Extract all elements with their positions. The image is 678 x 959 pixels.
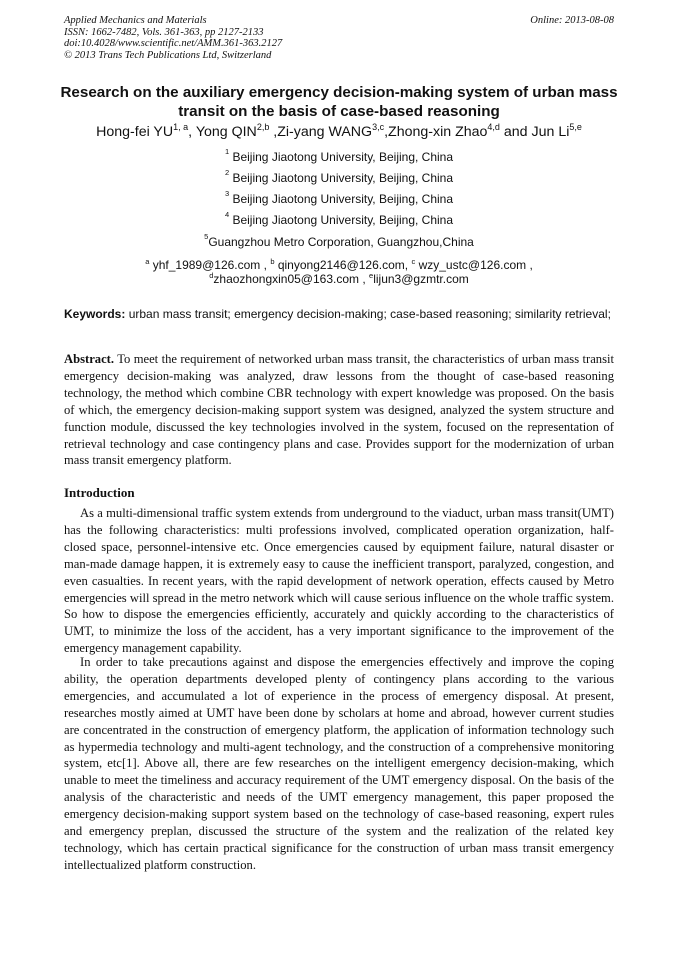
author-sup: 1, a bbox=[173, 122, 189, 132]
section-heading: Introduction bbox=[64, 485, 135, 500]
issn: ISSN: 1662-7482, Vols. 361-363, pp 2127-2133 bbox=[64, 26, 264, 38]
affiliation bbox=[60, 168, 618, 185]
author-name: Yong QIN bbox=[195, 124, 257, 140]
author-name: Zhong-xin Zhao bbox=[388, 124, 488, 140]
email-sup: d bbox=[209, 271, 214, 280]
author-sep: , bbox=[188, 124, 196, 140]
email-link[interactable]: lijun3@gzmtr.com bbox=[373, 272, 469, 286]
affiliation-sup: 1 bbox=[224, 147, 230, 156]
body-paragraph: As a multi-dimensional traffic system extends from underground to the viaduct, urban mass transit(UMT) has the following characteristics: multi professions involved, complicated operation organization, half-closed space, personnel-intensive etc. Once emergencies caused by equipment failure, natural disaster or man-made damage happen, it is extremely easy to cause the inefficient transport, paralyzed, congestion, and even casualties. In recent years, with the rapid development of network operation, effects caused by Metro emergencies will spread in the metro network which will cause serious influence on the whole traffic system. So how to dispose the emergencies efficiently, accurately and quickly according to the characteristics of UMT, to minimize the loss of the accident, has a very important significance to the improvement of the emergency management capability. bbox=[64, 506, 614, 656]
email-sup: c bbox=[411, 257, 416, 266]
author-name: Hong-fei YU bbox=[96, 124, 174, 140]
copyright: © 2013 Trans Tech Publications Ltd, Switzerland bbox=[64, 49, 272, 61]
affiliation-text: Beijing Jiaotong University, Beijing, China bbox=[229, 192, 454, 206]
author-list bbox=[40, 124, 638, 140]
affiliation-sup: 4 bbox=[224, 210, 230, 219]
affiliation-sup: 3 bbox=[224, 189, 230, 198]
keywords-text: urban mass transit; emergency decision-making; case-based reasoning; similarity retrieval; bbox=[125, 307, 611, 321]
author-sup: 2,b bbox=[256, 122, 270, 132]
abstract-text: To meet the requirement of networked urban mass transit, the characteristics of urban mass transit emergency decision-making was analyzed, draw lessons from the thought of case-based reasoning technology, the method which combine CBR technology with expert knowledge was proposed. On the basis of which, the emergency decision-making support system was designed, analyzed the system structure and function module, discussed the key technologies involved in the system, focused on the representation of retrieval technology and case contingency plans and case. Provides support for the modernization of urban mass transit emergency platform. bbox=[64, 352, 614, 468]
affiliation bbox=[60, 232, 618, 249]
email-list bbox=[60, 258, 618, 286]
author-sup: 5,e bbox=[569, 122, 582, 132]
affiliation bbox=[60, 210, 618, 227]
journal-name: Applied Mechanics and Materials bbox=[64, 15, 207, 26]
doi: doi:10.4028/www.scientific.net/AMM.361-363.2127 bbox=[64, 38, 283, 50]
abstract bbox=[64, 351, 614, 469]
email-sup: e bbox=[369, 271, 374, 280]
email-link[interactable]: wzy_ustc@126.com , bbox=[418, 258, 533, 272]
affiliation bbox=[60, 147, 618, 164]
email-sup: b bbox=[270, 257, 275, 266]
email-line-2 bbox=[60, 272, 618, 286]
author-name: Jun Li bbox=[531, 124, 570, 140]
author-sup: 4,d bbox=[487, 122, 500, 132]
email-line-1 bbox=[60, 258, 618, 272]
affiliation-text: Beijing Jiaotong University, Beijing, China bbox=[229, 213, 454, 227]
email-link[interactable]: zhaozhongxin05@163.com , bbox=[213, 272, 366, 286]
author-sup: 3,c bbox=[372, 122, 385, 132]
keywords bbox=[64, 307, 614, 321]
author-sep: and bbox=[499, 124, 532, 140]
body-paragraph: In order to take precautions against and dispose the emergencies effectively and improve the coping ability, the operation departments developed plenty of contingency plans according to the various emergencies, and accumulated a lot of experience in the process of emergency disposal. At present, researches mostly aimed at UMT have been done by scholars at home and abroad, however current studies are concentrated in the construction of emergency platform, the application of information technology such as hypermedia technology and multi-agent technology, and the construction of a comprehensive monitoring system, etc[1]. Above all, there are few researches on the intelligent emergency decision-making, which unable to meet the timeliness and accuracy requirement of the UMT emergency disposal. On the basis of the analysis of the characteristic and needs of the UMT emergency management, this paper proposed the emergency decision-making support system based on the technology of case-based reasoning, expert rules and emergency preplan, discussed the structure of the system and the realization of the related key technology, which has certain practical significance for the construction of urban mass transit emergency intellectualized platform construction. bbox=[64, 655, 614, 872]
journal-header bbox=[64, 15, 282, 61]
email-sup: a bbox=[145, 257, 150, 266]
email-link[interactable]: yhf_1989@126.com , bbox=[152, 258, 267, 272]
affiliation-text: Guangzhou Metro Corporation, Guangzhou,China bbox=[208, 235, 474, 249]
email-link[interactable]: qinyong2146@126.com, bbox=[277, 258, 409, 272]
affiliation-sup: 2 bbox=[224, 168, 230, 177]
affiliation-sup: 5 bbox=[204, 232, 209, 241]
abstract-label: Abstract. bbox=[64, 352, 115, 366]
affiliation-text: Beijing Jiaotong University, Beijing, China bbox=[229, 150, 454, 164]
online-date: Online: 2013-08-08 bbox=[530, 15, 614, 26]
author-name: Zi-yang WANG bbox=[277, 124, 373, 140]
keywords-label: Keywords: bbox=[64, 307, 126, 321]
affiliation bbox=[60, 189, 618, 206]
paper-title: Research on the auxiliary emergency decision-making system of urban mass transit on the basis of case-based reasoning bbox=[60, 84, 618, 120]
author-sep: , bbox=[269, 124, 278, 140]
author-sep: , bbox=[384, 124, 389, 140]
affiliation-text: Beijing Jiaotong University, Beijing, China bbox=[229, 171, 454, 185]
